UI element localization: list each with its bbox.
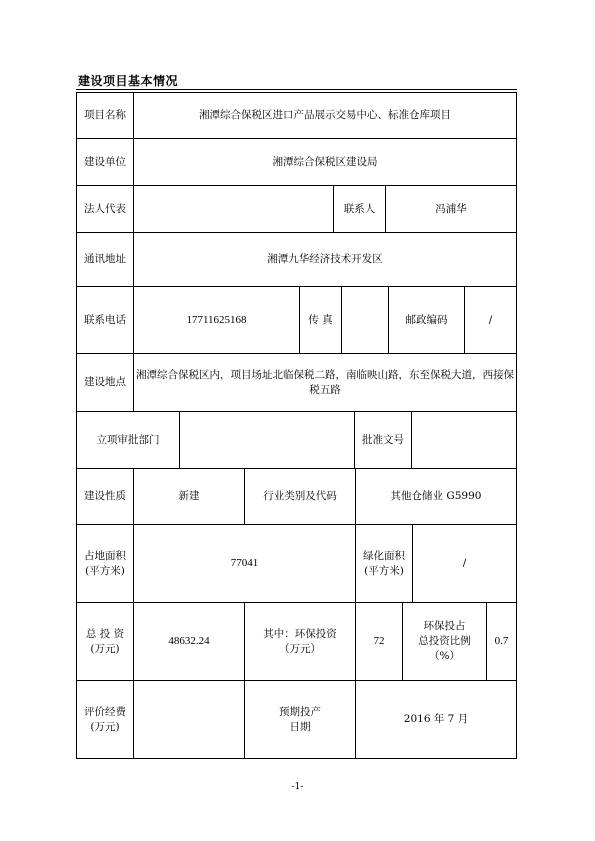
total-investment-value: 48632.24 (134, 603, 245, 681)
evaluation-fee-value (134, 681, 245, 758)
env-ratio-label: 环保投占 总投资比例 （%） (403, 603, 487, 681)
construction-unit-value: 湘潭综合保税区建设局 (134, 139, 516, 186)
page-number: -1- (291, 782, 304, 792)
green-area-label: 绿化面积 (平方米) (356, 525, 413, 603)
nature-value: 新建 (134, 469, 245, 525)
approval-doc-value (412, 412, 516, 469)
contact-value: 冯浦华 (386, 186, 516, 233)
land-area-label: 占地面积 (平方米) (77, 525, 134, 603)
fax-label: 传 真 (300, 287, 342, 354)
postal-code-value: / (465, 287, 516, 354)
green-area-value: / (413, 525, 516, 603)
env-investment-value: 72 (356, 603, 403, 681)
nature-label: 建设性质 (77, 469, 134, 525)
total-investment-label: 总 投 资 (万元) (77, 603, 134, 681)
expected-date-label: 预期投产 日期 (245, 681, 356, 758)
project-info-table (76, 92, 517, 759)
approval-dept-value (180, 412, 355, 469)
env-investment-label: 其中：环保投资 （万元） (245, 603, 356, 681)
industry-value: 其他仓储业 G5990 (356, 469, 516, 525)
phone-label: 联系电话 (77, 287, 134, 354)
env-ratio-value: 0.7 (487, 603, 516, 681)
approval-dept-label: 立项审批部门 (77, 412, 180, 469)
construction-unit-label: 建设单位 (77, 139, 134, 186)
fax-value (342, 287, 389, 354)
section-heading: 建设项目基本情况 (78, 74, 179, 88)
legal-rep-label: 法人代表 (77, 186, 134, 233)
contact-label: 联系人 (334, 186, 386, 233)
postal-code-label: 邮政编码 (389, 287, 465, 354)
industry-label: 行业类别及代码 (245, 469, 356, 525)
address-label: 通讯地址 (77, 233, 134, 287)
address-value: 湘潭九华经济技术开发区 (134, 233, 516, 287)
evaluation-fee-label: 评价经费 (万元) (77, 681, 134, 758)
approval-doc-label: 批准文号 (355, 412, 412, 469)
project-name-label: 项目名称 (77, 93, 134, 139)
phone-value: 17711625168 (134, 287, 300, 354)
legal-rep-value (134, 186, 334, 233)
expected-date-value: 2016 年 7 月 (403, 713, 469, 725)
location-value: 湘潭综合保税区内，项目场址北临保税二路，南临映山路，东至保税大道，西接保税五路 (134, 354, 516, 412)
project-name-value: 湘潭综合保税区进口产品展示交易中心、标准仓库项目 (134, 93, 516, 139)
land-area-value: 77041 (134, 525, 356, 603)
table-top-rule (76, 89, 517, 90)
location-label: 建设地点 (77, 354, 134, 412)
